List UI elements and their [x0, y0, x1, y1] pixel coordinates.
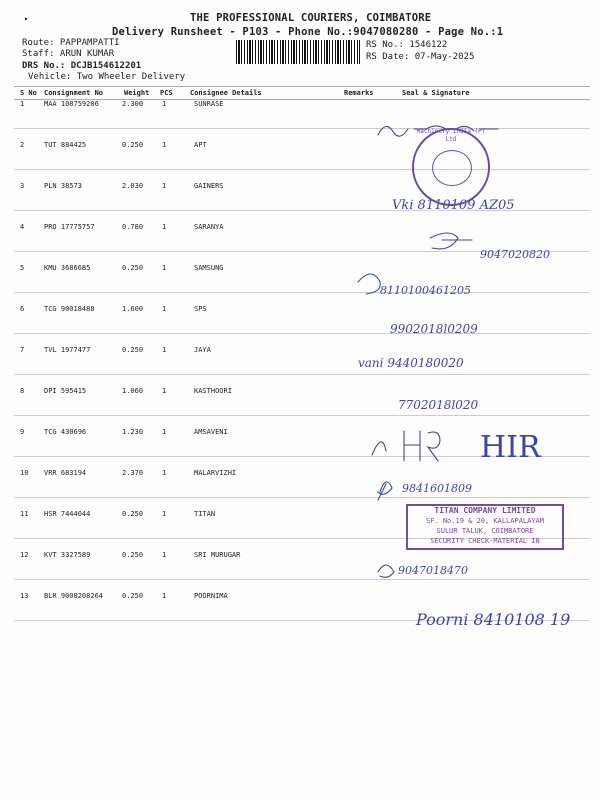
arrow-icon: ▸ — [24, 14, 29, 23]
row-sno: 9 — [20, 428, 25, 436]
row-weight: 0.780 — [122, 223, 144, 231]
row-sno: 2 — [20, 141, 25, 149]
row-weight: 0.250 — [122, 551, 144, 559]
row-consignee: SARANYA — [194, 223, 224, 231]
row-consignee: KASTHOORI — [194, 387, 232, 395]
row-sno: 7 — [20, 346, 25, 354]
row-pcs: 1 — [162, 100, 167, 108]
stamp-line2: SF. No.19 & 20, KALLAPALAYAM — [425, 517, 544, 525]
row-consignment: PLN 38573 — [44, 182, 82, 190]
stamp-line1: TITAN COMPANY LIMITED — [434, 506, 536, 515]
stamp-line4: SECURITY CHECK-MATERIAL IN — [430, 537, 540, 545]
row-sno: 12 — [20, 551, 29, 559]
row-sno: 4 — [20, 223, 25, 231]
sign-row6: 9902018l0209 — [390, 322, 478, 336]
row-weight: 2.030 — [122, 182, 144, 190]
document-subtitle: Delivery Runsheet - P103 - Phone No.:9047080280 - Page No.:1 — [112, 26, 504, 38]
row-consignee: TITAN — [194, 510, 216, 518]
row-consignment: TCG 430696 — [44, 428, 87, 436]
row-weight: 1.060 — [122, 387, 144, 395]
sign-row8: 7702018l020 — [398, 398, 479, 412]
signature-row4 — [430, 233, 472, 249]
row-consignment: TVL 1977477 — [44, 346, 91, 354]
sign-row4: 9047020820 — [480, 248, 550, 261]
vehicle-label: Vehicle: Two Wheeler Delivery — [28, 72, 186, 82]
row-pcs: 1 — [162, 223, 167, 231]
row-consignee: POORNIMA — [194, 592, 228, 600]
row-weight: 0.250 — [122, 592, 144, 600]
row-consignment: KMU 3686685 — [44, 264, 91, 272]
row-sno: 8 — [20, 387, 25, 395]
row-pcs: 1 — [162, 305, 167, 313]
row-weight: 1.600 — [122, 305, 144, 313]
row-consignee: SAMSUNG — [194, 264, 224, 272]
rs-number: RS No.: 1546122 — [366, 40, 448, 50]
row-weight: 0.250 — [122, 346, 144, 354]
row-consignment: VRR 683194 — [44, 469, 87, 477]
row-weight: 2.300 — [122, 100, 144, 108]
row-pcs: 1 — [162, 592, 167, 600]
rs-date: RS Date: 07-May-2025 — [366, 52, 475, 62]
row-sno: 5 — [20, 264, 25, 272]
sign-row3: Vki 8110109 AZ05 — [392, 198, 515, 213]
row-consignee: APT — [194, 141, 207, 149]
col-signature: Seal & Signature — [402, 89, 470, 97]
stamp-line3: SULUR TALUK, COIMBATORE — [436, 527, 534, 535]
staff-label: Staff: ARUN KUMAR — [22, 49, 115, 59]
row-pcs: 1 — [162, 469, 167, 477]
row-sno: 3 — [20, 182, 25, 190]
row-pcs: 1 — [162, 182, 167, 190]
row-pcs: 1 — [162, 551, 167, 559]
row-weight: 0.250 — [122, 510, 144, 518]
row-pcs: 1 — [162, 387, 167, 395]
document-title: THE PROFESSIONAL COURIERS, COIMBATORE — [190, 12, 432, 24]
sign-row10: 9841601809 — [402, 482, 472, 495]
row-weight: 0.250 — [122, 141, 144, 149]
row-sno: 1 — [20, 100, 25, 108]
row-consignee: MALARVIZHI — [194, 469, 237, 477]
row-sno: 11 — [20, 510, 29, 518]
row-consignee: GAINERS — [194, 182, 224, 190]
row-consignee: JAYA — [194, 346, 211, 354]
sign-row7: vani 9440180020 — [358, 356, 464, 370]
row-weight: 1.230 — [122, 428, 144, 436]
row-consignment: KVT 3327589 — [44, 551, 91, 559]
row-weight: 2.370 — [122, 469, 144, 477]
row-consignee: SUNRASE — [194, 100, 224, 108]
signature-row5 — [358, 274, 380, 294]
row-consignment: PRO 17775757 — [44, 223, 95, 231]
row-consignment: TCG 90018488 — [44, 305, 95, 313]
row-sno: 6 — [20, 305, 25, 313]
sign-row13: Poorni 8410108 19 — [416, 610, 571, 629]
row-consignment: DPI 595415 — [44, 387, 87, 395]
signature-row10 — [378, 482, 392, 500]
row-consignment: HSR 7444044 — [44, 510, 91, 518]
row-sno: 13 — [20, 592, 29, 600]
row-consignee: SRI MURUGAR — [194, 551, 241, 559]
company-round-stamp — [412, 128, 490, 206]
drs-label: DRS No.: DCJB154612201 — [22, 61, 142, 71]
row-consignee: SPS — [194, 305, 207, 313]
route-label: Route: PAPPAMPATTI — [22, 38, 120, 48]
sign-row9: HIR — [480, 430, 541, 465]
row-pcs: 1 — [162, 510, 167, 518]
sign-row5: 8110100461205 — [380, 284, 471, 297]
row-consignment: BLR 9000208264 — [44, 592, 104, 600]
row-pcs: 1 — [162, 141, 167, 149]
col-weight: Weight — [124, 89, 150, 97]
row-consignment: TUT 884425 — [44, 141, 87, 149]
row-sno: 10 — [20, 469, 29, 477]
row-pcs: 1 — [162, 264, 167, 272]
col-consignee: Consignee Details — [190, 89, 262, 97]
row-pcs: 1 — [162, 346, 167, 354]
signature-row9 — [372, 431, 440, 461]
col-remarks: Remarks — [344, 89, 374, 97]
col-sno: S No — [20, 89, 37, 97]
row-pcs: 1 — [162, 428, 167, 436]
row-consignment: MAA 108759206 — [44, 100, 99, 108]
stamp-logo-icon — [432, 150, 472, 186]
col-consignment: Consignment No — [44, 89, 104, 97]
col-pcs: PCS — [160, 89, 173, 97]
row-consignee: AMSAVENI — [194, 428, 228, 436]
signature-row12 — [378, 565, 394, 577]
row-weight: 0.250 — [122, 264, 144, 272]
titan-stamp — [406, 504, 564, 550]
stamp-text: Machinery India (P) Ltd — [416, 128, 486, 143]
sign-row12: 9047018470 — [398, 564, 468, 577]
